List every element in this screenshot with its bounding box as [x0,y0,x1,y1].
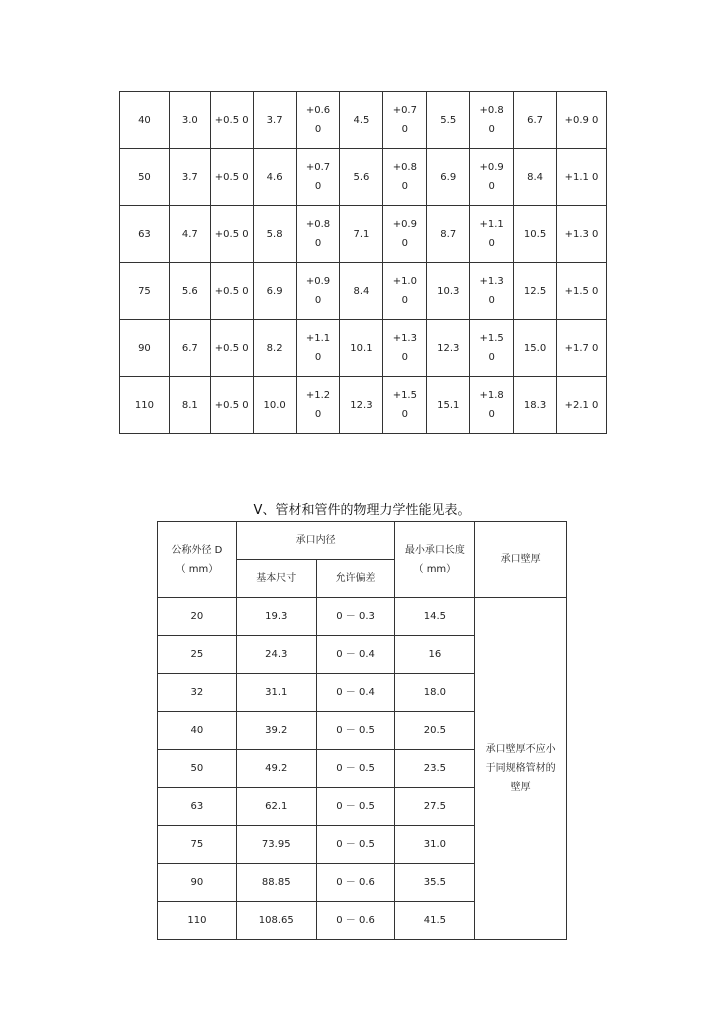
table-cell: 14.5 [395,598,475,636]
pipe-tolerance-table-body [120,92,607,434]
table-cell [296,149,340,206]
table-cell: 15.0 [514,320,557,377]
table-cell: 75 [120,263,170,320]
cell-line: +0.8 [305,219,331,230]
cell-line: +0.7 [392,105,417,116]
table-cell: 0 － 0.5 [316,750,395,788]
header-tolerance: 允许偏差 [316,560,395,598]
table-cell [470,320,514,377]
table-cell: 40 [158,712,237,750]
table-cell: 8.4 [340,263,383,320]
table-cell [296,92,340,149]
table-cell: 0 － 0.3 [316,598,395,636]
cell-line: 0 [314,295,322,306]
table-row [120,377,607,434]
cell-line: +1.3 [392,333,417,344]
cell-line: +1.1 [479,219,504,230]
table-cell: 12.3 [340,377,383,434]
table-cell [383,206,427,263]
cell-line: 0 [314,181,322,192]
table-cell: +0.5 0 [210,320,253,377]
table-cell: 90 [120,320,170,377]
table-cell: 5.6 [169,263,210,320]
cell-line: 0 [314,409,322,420]
pipe-tolerance-table [119,91,607,434]
table-cell: 10.0 [253,377,296,434]
table-cell: 24.3 [236,636,316,674]
cell-line: +1.8 [479,390,504,401]
table-cell: 5.8 [253,206,296,263]
cell-line: +1.3 [479,276,504,287]
table-row [120,149,607,206]
table-cell: +0.5 0 [210,92,253,149]
table-cell: 3.0 [169,92,210,149]
table-cell: 110 [158,902,237,940]
table-cell: 0 － 0.6 [316,864,395,902]
table-cell: 8.7 [427,206,470,263]
table-row [158,598,567,636]
table-cell: 8.4 [514,149,557,206]
table-cell [296,263,340,320]
table-cell [470,206,514,263]
table-cell: 16 [395,636,475,674]
table-cell [383,320,427,377]
table-cell: 41.5 [395,902,475,940]
table-cell: 12.3 [427,320,470,377]
table-cell: 50 [120,149,170,206]
cell-line: 0 [401,409,409,420]
header-nominal-diameter-line2: （ mm） [175,563,219,575]
table-cell: 3.7 [169,149,210,206]
cell-line: 0 [401,238,409,249]
table-cell: 25 [158,636,237,674]
table-row [120,320,607,377]
table-cell: 6.9 [253,263,296,320]
table-cell: 73.95 [236,826,316,864]
table-cell [296,377,340,434]
cell-line: 0 [488,181,495,192]
table-cell: 6.7 [169,320,210,377]
cell-line: 0 [401,295,409,306]
table-cell: 7.1 [340,206,383,263]
table-cell: 20 [158,598,237,636]
table-cell: 62.1 [236,788,316,826]
table-cell: 4.5 [340,92,383,149]
table-cell: +0.5 0 [210,149,253,206]
cell-line: 0 [401,181,409,192]
table-cell: 18.0 [395,674,475,712]
table-cell: 8.1 [169,377,210,434]
fitting-properties-table [157,521,567,940]
table-cell: 5.5 [427,92,470,149]
cell-line: +1.2 [305,390,331,401]
table-cell [383,263,427,320]
table-cell: 4.6 [253,149,296,206]
table-cell: 15.1 [427,377,470,434]
cell-line: +1.1 [305,333,331,344]
table-cell: 10.3 [427,263,470,320]
table-cell [296,320,340,377]
table-cell: +0.5 0 [210,206,253,263]
section-title: V、管材和管件的物理力学性能见表。 [253,503,471,518]
table-cell: 4.7 [169,206,210,263]
table-cell: 90 [158,864,237,902]
note-line: 于同规格管材的 [485,763,556,774]
header-socket-wall: 承口壁厚 [475,522,567,598]
table-cell: 35.5 [395,864,475,902]
header-socket-inner-diameter: 承口内径 [236,522,395,560]
cell-line: +1.5 [392,390,417,401]
cell-line: 0 [401,124,409,135]
note-line: 壁厚 [510,782,531,793]
cell-line: 0 [488,238,495,249]
table-cell: 0 － 0.5 [316,712,395,750]
cell-line: +0.9 [479,162,504,173]
cell-line: +0.9 [305,276,331,287]
table-row [120,206,607,263]
header-nominal-diameter [158,522,237,598]
cell-line: +0.8 [479,105,504,116]
table-cell [470,149,514,206]
cell-line: 0 [314,238,322,249]
header-min-socket-length-line2: （ mm） [413,563,457,575]
table-cell: +2.1 0 [557,377,607,434]
cell-line: 0 [314,124,322,135]
table-cell: 0 － 0.4 [316,636,395,674]
table-cell: 6.7 [514,92,557,149]
table-row [120,92,607,149]
table-cell [470,92,514,149]
cell-line: 0 [488,352,495,363]
header-basic-size: 基本尺寸 [236,560,316,598]
table-cell: +1.1 0 [557,149,607,206]
table-cell: 8.2 [253,320,296,377]
table-cell: 50 [158,750,237,788]
table-cell: 10.5 [514,206,557,263]
cell-line: +1.0 [392,276,417,287]
table-cell: 23.5 [395,750,475,788]
table-cell: 32 [158,674,237,712]
table-cell: +0.5 0 [210,263,253,320]
socket-wall-note [475,598,567,940]
table-cell: 10.1 [340,320,383,377]
header-min-socket-length [395,522,475,598]
table-cell: 49.2 [236,750,316,788]
table-cell: 5.6 [340,149,383,206]
table-cell: 31.0 [395,826,475,864]
table-cell: +1.5 0 [557,263,607,320]
table-cell: 19.3 [236,598,316,636]
cell-line: 0 [401,352,409,363]
cell-line: +1.5 [479,333,504,344]
header-nominal-diameter-line1: 公称外径 D [171,544,223,556]
table-cell: +0.5 0 [210,377,253,434]
table-cell [470,377,514,434]
cell-line: 0 [488,124,495,135]
fitting-properties-table-body [158,598,567,940]
cell-line: 0 [488,409,495,420]
header-min-socket-length-line1: 最小承口长度 [404,544,465,556]
table-cell [470,263,514,320]
table-row [120,263,607,320]
table-cell [383,377,427,434]
table-cell: 110 [120,377,170,434]
table-cell: 12.5 [514,263,557,320]
table-cell: 3.7 [253,92,296,149]
note-line: 承口壁厚不应小 [485,744,556,755]
table-cell: 0 － 0.4 [316,674,395,712]
table-cell: 27.5 [395,788,475,826]
table-cell: 6.9 [427,149,470,206]
cell-line: +0.7 [305,162,331,173]
table-cell: 40 [120,92,170,149]
cell-line: +0.8 [392,162,417,173]
table-cell: 108.65 [236,902,316,940]
table-cell: 63 [120,206,170,263]
table-cell: +1.3 0 [557,206,607,263]
table-cell: +0.9 0 [557,92,607,149]
table-cell: 0 － 0.5 [316,788,395,826]
cell-line: 0 [314,352,322,363]
cell-line: +0.6 [305,105,331,116]
table-cell: 0 － 0.5 [316,826,395,864]
table-cell: 18.3 [514,377,557,434]
cell-line: 0 [488,295,495,306]
table-cell: +1.7 0 [557,320,607,377]
table-cell [296,206,340,263]
table-cell: 75 [158,826,237,864]
table-cell: 31.1 [236,674,316,712]
table-cell: 20.5 [395,712,475,750]
table-cell [383,149,427,206]
table-cell: 0 － 0.6 [316,902,395,940]
table-cell: 63 [158,788,237,826]
cell-line: +0.9 [392,219,417,230]
table-cell [383,92,427,149]
table-cell: 39.2 [236,712,316,750]
table-cell: 88.85 [236,864,316,902]
